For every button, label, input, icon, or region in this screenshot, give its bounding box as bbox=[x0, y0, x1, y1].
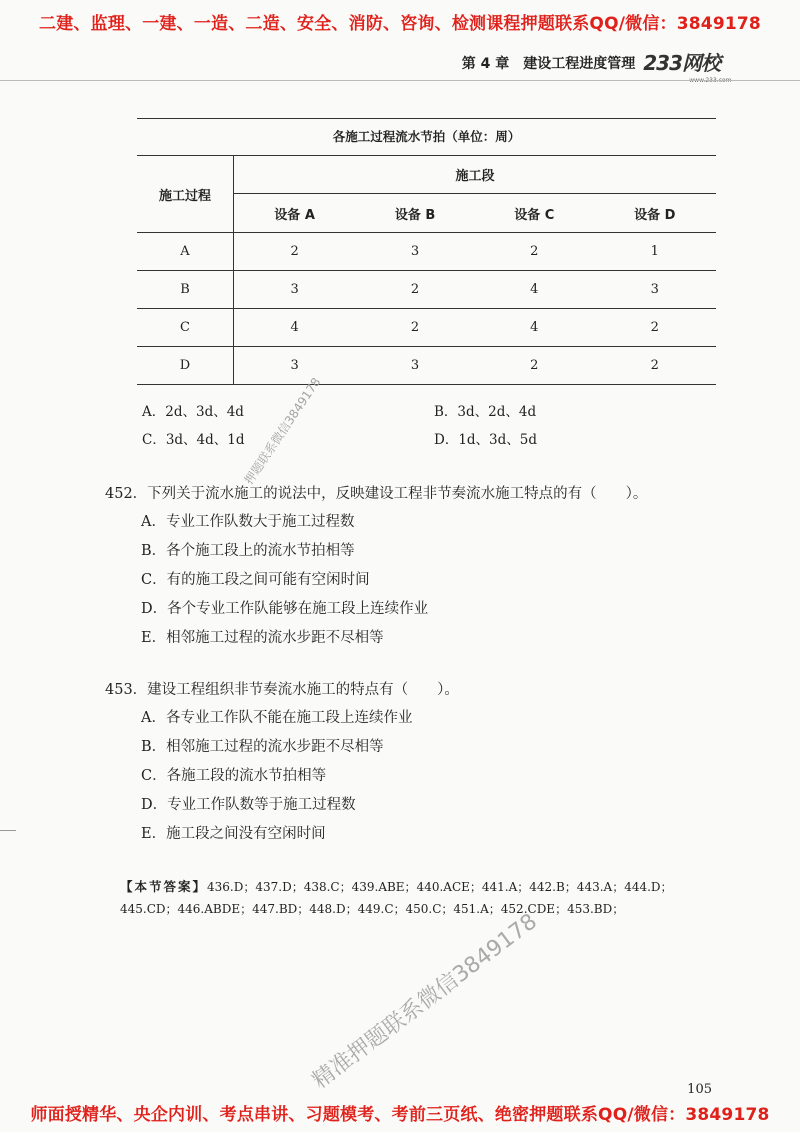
table-cell: 3 bbox=[355, 347, 475, 385]
table-row bbox=[137, 271, 716, 309]
option: D．专业工作队数等于施工过程数 bbox=[141, 797, 356, 813]
question-452 bbox=[105, 480, 647, 653]
table-cell: 2 bbox=[234, 233, 356, 271]
table-cell: 2 bbox=[475, 233, 594, 271]
margin-mark bbox=[0, 830, 16, 831]
table-row bbox=[137, 347, 716, 385]
row-label: B bbox=[137, 271, 234, 309]
table-cell: 2 bbox=[594, 309, 716, 347]
table-cell: 4 bbox=[475, 309, 594, 347]
table-cell: 3 bbox=[355, 233, 475, 271]
answer-key-text: 436.D；437.D；438.C；439.ABE；440.ACE；441.A；442.B；443.A；444.D；445.CD；446.ABDE；447.BD；448.D；449.C；450.C；451.A；452.CDE；453.BD； bbox=[120, 880, 673, 916]
table-cell: 2 bbox=[355, 271, 475, 309]
table-caption: 各施工过程流水节拍（单位：周） bbox=[137, 119, 716, 156]
option: C．各施工段的流水节拍相等 bbox=[141, 768, 327, 784]
option: A．专业工作队数大于施工过程数 bbox=[141, 514, 355, 530]
answer-key bbox=[120, 876, 720, 920]
option: E．施工段之间没有空闲时间 bbox=[141, 826, 326, 842]
page-number: 105 bbox=[687, 1082, 712, 1097]
group-header: 施工段 bbox=[234, 156, 717, 194]
logo-subtext: www.233.com bbox=[689, 77, 732, 84]
bottom-banner: 师面授精华、央企内训、考点串讲、习题模考、考前三页纸、绝密押题联系QQ/微信：3849178 bbox=[30, 1105, 770, 1125]
table-cell: 2 bbox=[355, 309, 475, 347]
table-cell: 3 bbox=[234, 271, 356, 309]
row-label: C bbox=[137, 309, 234, 347]
logo-text: 233网校 bbox=[643, 51, 720, 75]
column-header: 设备 B bbox=[355, 194, 475, 233]
top-banner: 二建、监理、一建、一造、二造、安全、消防、咨询、检测课程押题联系QQ/微信：3849178 bbox=[39, 14, 761, 34]
option: B．各个施工段上的流水节拍相等 bbox=[141, 543, 355, 559]
q451-option-d: D．1d、3d、5d bbox=[434, 432, 538, 448]
question-453 bbox=[105, 676, 459, 849]
question-stem: 452．下列关于流水施工的说法中，反映建设工程非节奏流水施工特点的有（ ）。 bbox=[105, 486, 648, 502]
option: E．相邻施工过程的流水步距不尽相等 bbox=[141, 630, 384, 646]
option: A．各专业工作队不能在施工段上连续作业 bbox=[141, 710, 413, 726]
row-label: D bbox=[137, 347, 234, 385]
table-cell: 4 bbox=[234, 309, 356, 347]
column-header: 设备 A bbox=[234, 194, 356, 233]
table-cell: 3 bbox=[234, 347, 356, 385]
watermark-small: 押题联系微信3849178 bbox=[241, 375, 324, 487]
row-label: A bbox=[137, 233, 234, 271]
chapter-title: 第 4 章 建设工程进度管理 bbox=[461, 56, 636, 72]
question-stem: 453．建设工程组织非节奏流水施工的特点有（ ）。 bbox=[105, 682, 459, 698]
q451-option-b: B．3d、2d、4d bbox=[434, 404, 537, 420]
row-header: 施工过程 bbox=[158, 188, 211, 204]
header-rule bbox=[0, 80, 800, 81]
table-cell: 4 bbox=[475, 271, 594, 309]
answer-key-label: 【本节答案】 bbox=[120, 879, 208, 894]
q451-option-a: A．2d、3d、4d bbox=[142, 404, 244, 420]
option: B．相邻施工过程的流水步距不尽相等 bbox=[141, 739, 384, 755]
option: C．有的施工段之间可能有空闲时间 bbox=[141, 572, 370, 588]
watermark-large: 精准押题联系微信3849178 bbox=[308, 909, 542, 1094]
table-row bbox=[137, 233, 716, 271]
page-header bbox=[461, 51, 732, 84]
table-row bbox=[137, 309, 716, 347]
column-header: 设备 C bbox=[475, 194, 594, 233]
brand-logo bbox=[643, 51, 732, 84]
q451-option-c: C．3d、4d、1d bbox=[142, 432, 245, 448]
table-cell: 2 bbox=[475, 347, 594, 385]
column-header: 设备 D bbox=[594, 194, 716, 233]
table-cell: 3 bbox=[594, 271, 716, 309]
table-cell: 1 bbox=[594, 233, 716, 271]
option: D．各个专业工作队能够在施工段上连续作业 bbox=[141, 601, 429, 617]
rhythm-table bbox=[137, 118, 716, 385]
table-cell: 2 bbox=[594, 347, 716, 385]
